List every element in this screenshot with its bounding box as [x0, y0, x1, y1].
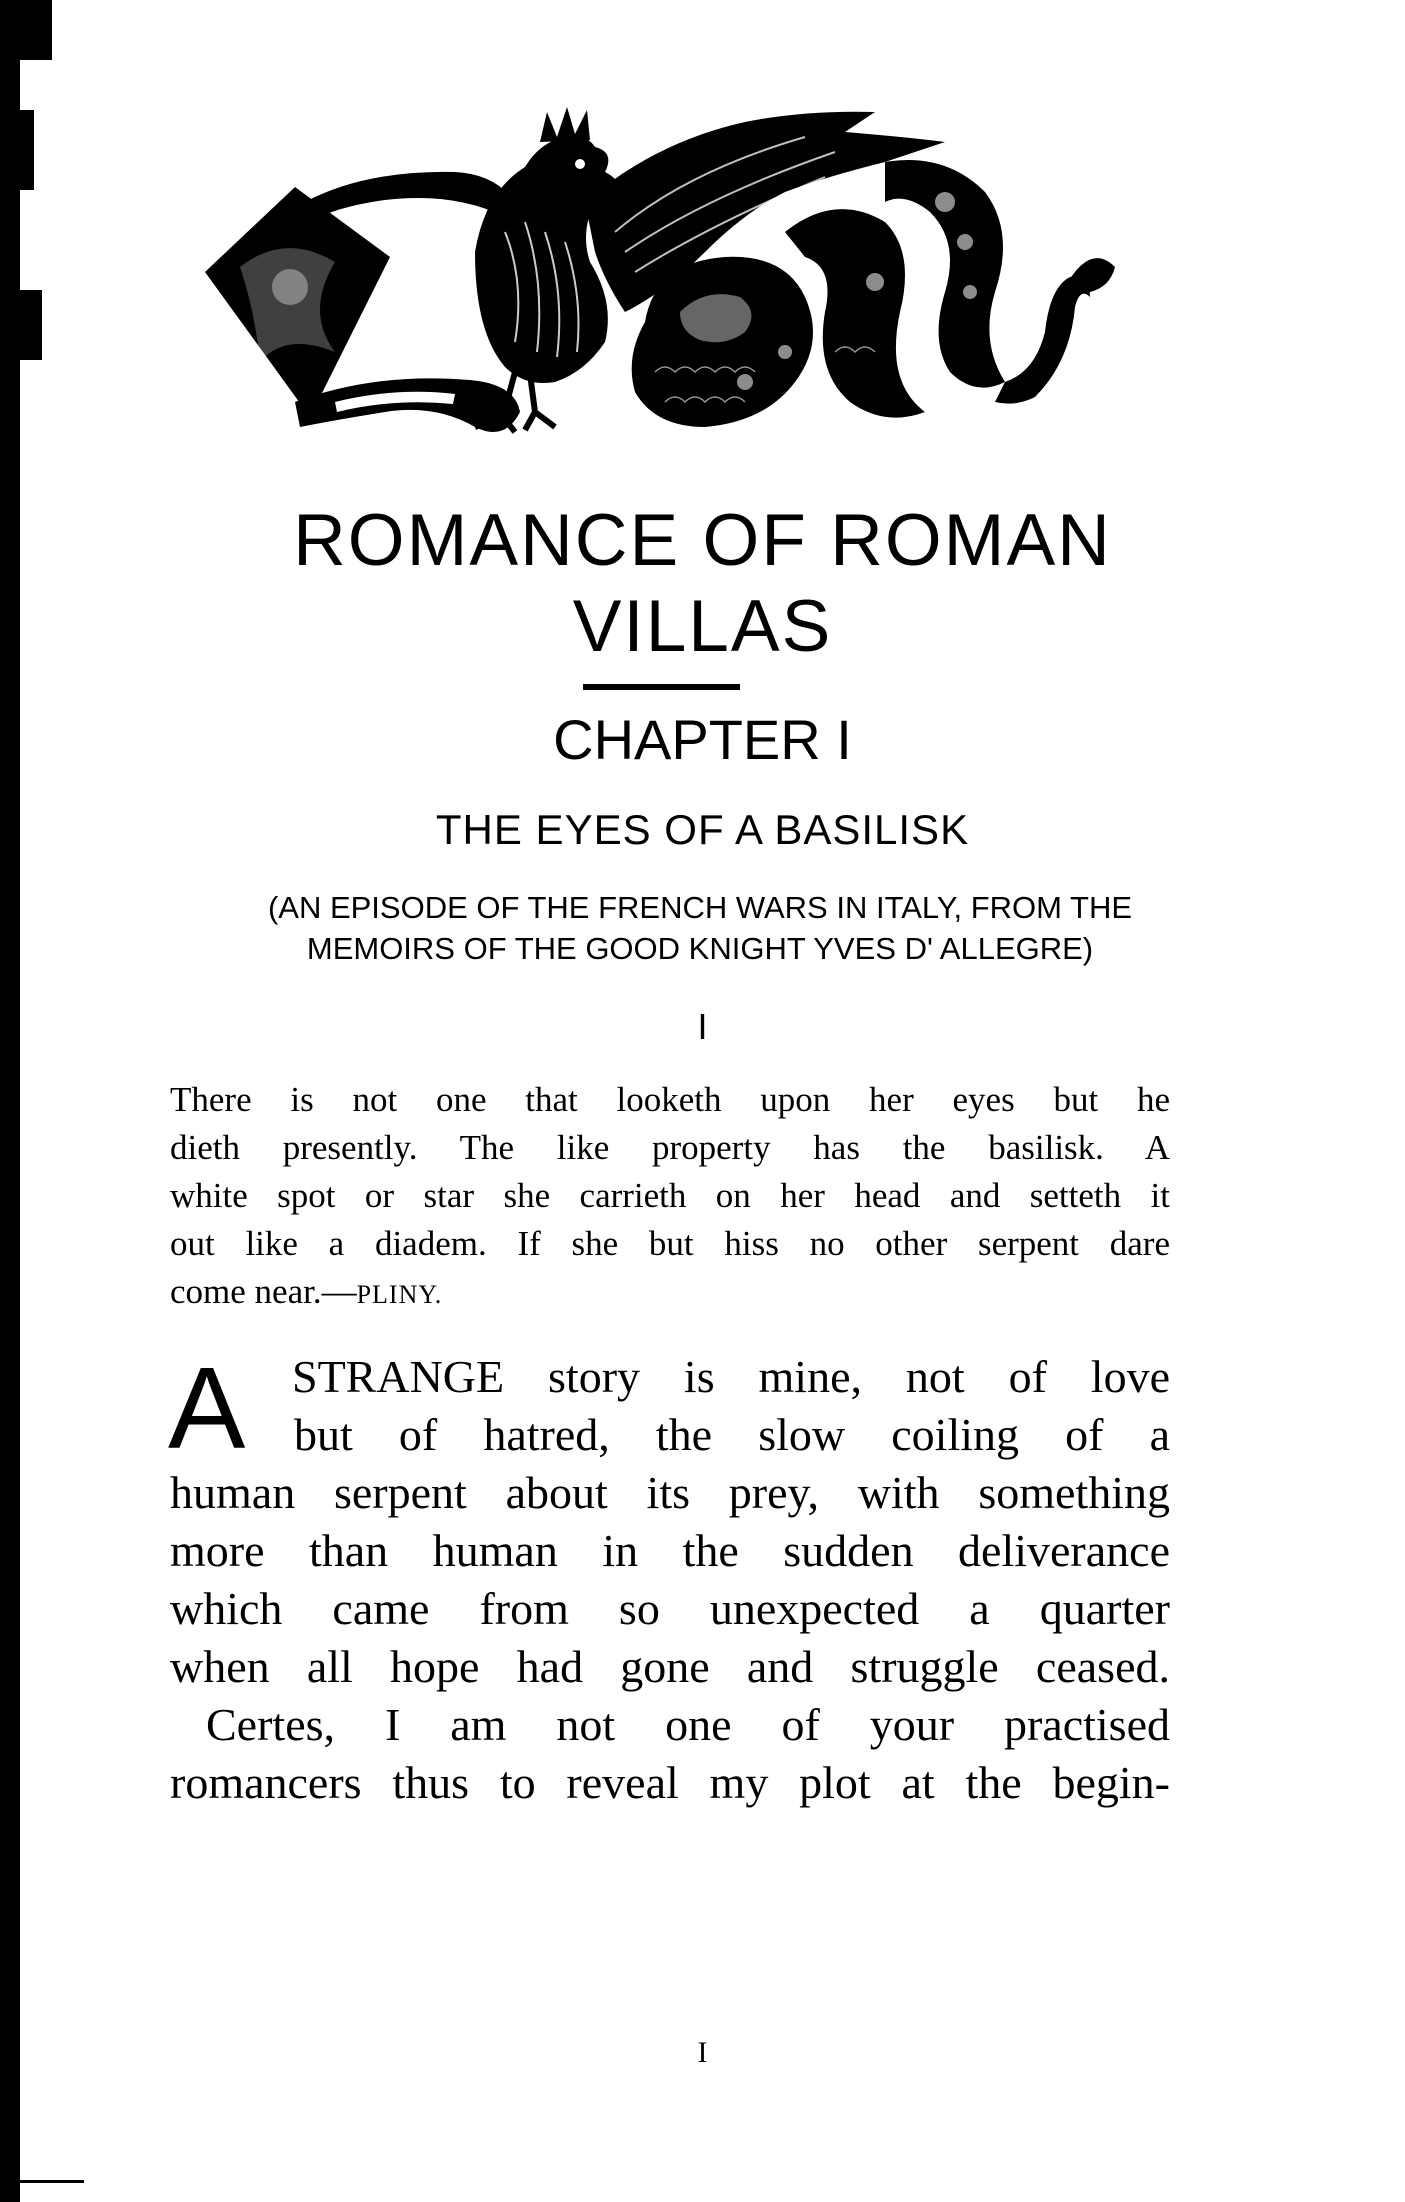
- binding-notch: [20, 290, 42, 360]
- body-line: but of hatred, the slow coiling of a: [294, 1409, 1170, 1460]
- page-edge-mark: [0, 2180, 84, 2183]
- drop-cap: A: [168, 1343, 246, 1473]
- epigraph-line: out like a diadem. If she but hiss no other serpent dare: [170, 1224, 1170, 1263]
- chapter-label: CHAPTER I: [553, 708, 852, 771]
- epigraph-last-line: [170, 1268, 1170, 1319]
- body-line: romancers thus to reveal my plot at the begin-: [170, 1757, 1170, 1808]
- book-title-line-2: VILLAS: [572, 586, 833, 667]
- body-line: which came from so unexpected a quarter: [170, 1583, 1170, 1634]
- title-divider: [583, 684, 740, 690]
- body-line: human serpent about its prey, with something: [170, 1467, 1170, 1518]
- page-binding-shadow: [0, 0, 20, 2202]
- episode-note-line-2: MEMOIRS OF THE GOOD KNIGHT YVES D' ALLEGRE): [306, 931, 1094, 966]
- epigraph-line: There is not one that looketh upon her eyes but he: [170, 1080, 1170, 1119]
- chapter-title: THE EYES OF A BASILISK: [435, 806, 970, 853]
- page-number: I: [697, 2036, 708, 2069]
- epigraph-line-text: come near.—: [170, 1272, 357, 1311]
- body-line: Certes, I am not one of your practised: [206, 1699, 1170, 1750]
- binding-notch: [20, 110, 34, 190]
- body-line: more than human in the sudden deliverance: [170, 1525, 1170, 1576]
- epigraph-line: dieth presently. The like property has the basilisk. A: [170, 1128, 1170, 1167]
- epigraph-attribution: PLINY.: [356, 1280, 443, 1309]
- epigraph-line: white spot or star she carrieth on her head and setteth it: [170, 1176, 1170, 1215]
- section-number: I: [697, 1006, 708, 1047]
- book-title-line-1: ROMANCE OF ROMAN: [293, 500, 1112, 581]
- binding-notch: [20, 0, 52, 60]
- rooster-dragon-headpiece-icon: [185, 82, 1155, 462]
- episode-note-line-1: (AN EPISODE OF THE FRENCH WARS IN ITALY, FROM THE: [267, 890, 1133, 925]
- body-line: STRANGE story is mine, not of love: [292, 1351, 1170, 1402]
- body-line: when all hope had gone and struggle ceased.: [170, 1641, 1170, 1692]
